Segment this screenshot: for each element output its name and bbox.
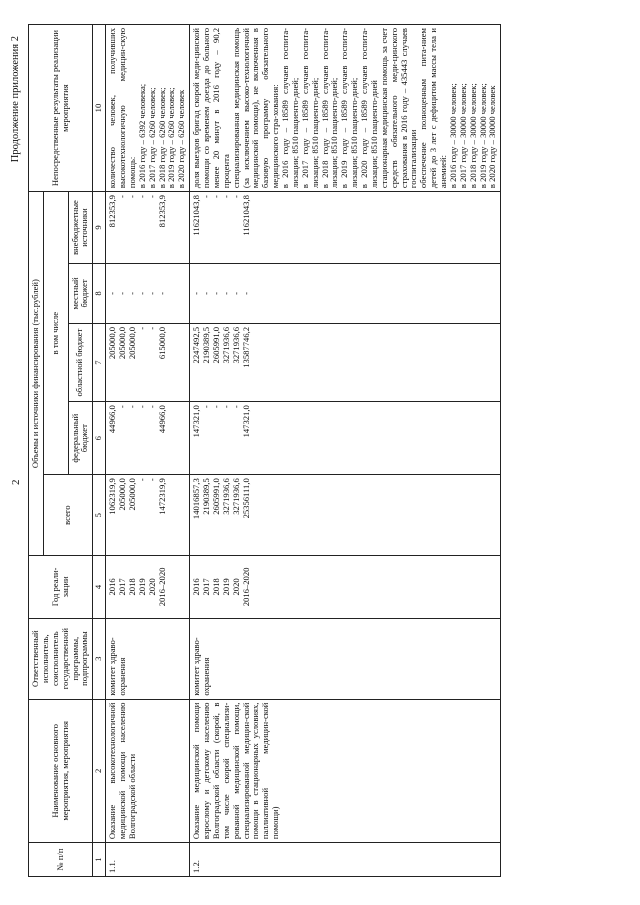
extrabudget-value: -	[230, 195, 241, 198]
federal-cell	[190, 402, 501, 475]
extrabudget-value: -	[210, 195, 221, 198]
column-number: 3	[93, 618, 106, 699]
extrabudget-value: -	[117, 195, 127, 198]
column-number: 4	[93, 556, 106, 619]
total-cell	[190, 475, 501, 556]
years-cell	[190, 556, 501, 619]
total-value: 1062319,9	[107, 478, 118, 515]
header-total: всего	[43, 475, 92, 556]
regional-value: 205000,0	[126, 326, 137, 360]
year-value: 2016–2020	[240, 567, 251, 607]
total-value: 14016857,3	[191, 478, 202, 520]
total-value: 205000,0	[126, 478, 137, 511]
table-row	[190, 25, 501, 877]
extrabudget-value: 812353,9	[107, 195, 118, 228]
result-line: доля выездов бригад скорой меди-цинской помощи со временем доезда до больного менее 20 минут в 2016 году – 90,2 процента	[191, 28, 231, 189]
header-regional: областной бюджет	[68, 323, 93, 401]
extrabudget-value: 11621043,8	[240, 195, 251, 236]
column-number: 5	[93, 475, 106, 556]
federal-value: 44966,0	[107, 405, 118, 434]
local-value: -	[240, 291, 251, 295]
local-value: -	[220, 291, 231, 295]
header-results: Непосредственные результаты реализации мероприятия	[29, 25, 93, 192]
federal-value: -	[201, 405, 211, 409]
header-local: местный бюджет	[68, 263, 93, 323]
header-executor: Ответственный исполнитель, соисполнитель государственной программы, подпрограммы	[29, 618, 93, 699]
local-value: -	[146, 291, 157, 295]
total-value: 25356111,0	[240, 478, 251, 519]
local-value: -	[136, 291, 147, 295]
total-value: 205000,0	[117, 478, 127, 511]
federal-value: 147321,0	[191, 405, 202, 438]
continuation-label: Продолжение приложения 2	[10, 36, 21, 163]
extrabudget-value: 812353,9	[156, 195, 167, 228]
result-line: в 2020 году – 6260 человек	[176, 89, 187, 189]
row-number: 1.1.	[106, 843, 190, 877]
column-number: 10	[93, 25, 106, 192]
result-line: в 2016 году – 6392 человека;	[136, 83, 147, 189]
total-value: 3271936,6	[220, 478, 231, 515]
regional-value: 2605991,0	[210, 326, 221, 364]
federal-value: -	[117, 405, 127, 409]
federal-value: -	[136, 405, 147, 409]
year-value: 2016	[191, 578, 202, 596]
total-value: 2190389,5	[201, 478, 211, 515]
extrabudget-value: -	[220, 195, 231, 198]
federal-value: 147321,0	[240, 405, 251, 438]
result-line: стационарная медицинская помощь за счет средств обязательного меди-цинского страхования в 2016 году – 435443 случаев госпитализации	[378, 28, 419, 189]
measure-name: Оказание медицинской помощи взрослому и детскому населению Волгоградской области (скорой, в том числе скорой специализи-рованной медицинской помощи, специализированной медицин-ской помощи в стационарных условиях, паллиативной медицин-ской помощи)	[190, 699, 501, 843]
total-value: -	[146, 478, 157, 482]
regional-value: 2190389,5	[201, 326, 211, 364]
year-value: 2016–2020	[156, 567, 167, 607]
column-number: 9	[93, 192, 106, 264]
local-value: -	[230, 291, 241, 295]
year-value: 2016	[107, 578, 118, 596]
column-number-row	[93, 25, 106, 877]
total-value: -	[136, 478, 147, 482]
federal-value: -	[146, 405, 157, 409]
regional-cell	[190, 323, 501, 401]
result-line: в 2017 году – 30000 человек;	[457, 83, 468, 189]
column-number: 1	[93, 843, 106, 877]
local-value: -	[156, 291, 167, 295]
year-value: 2020	[230, 578, 241, 596]
local-cell	[106, 263, 190, 323]
local-value: -	[191, 291, 202, 295]
year-value: 2018	[126, 578, 137, 596]
result-line: в 2020 году – 30000 человек	[487, 85, 498, 189]
result-line: в 2018 году – 30000 человек;	[467, 83, 478, 189]
federal-value: -	[126, 405, 137, 409]
regional-value: 205000,0	[117, 326, 127, 360]
result-line: количество человек, получивших высокотехнологичную медицин-скую помощь:	[107, 28, 137, 189]
result-line: в 2020 году – 18589 случаев госпита-лизации; 8510 пациенто-дней	[359, 28, 379, 189]
regional-value: 3271936,6	[220, 326, 231, 364]
regional-value: 2247492,5	[191, 326, 202, 364]
header-federal: федеральный бюджет	[68, 402, 93, 475]
total-value: 2605991,0	[210, 478, 221, 515]
extrabudget-value: -	[201, 195, 211, 198]
page-number: 2	[10, 479, 22, 485]
column-number: 6	[93, 402, 106, 475]
header-funding: Объемы и источники финансирования (тыс.рублей)	[29, 192, 44, 556]
header-year: Год реали-зации	[29, 556, 93, 619]
table-row	[106, 25, 190, 877]
column-number: 2	[93, 699, 106, 843]
total-cell	[106, 475, 190, 556]
measure-name: Оказание высокотехнологичной медицинской помощи населению Волгоградской области	[106, 699, 190, 843]
result-line: в 2018 году – 18589 случаев госпита-лизации; 8510 пациенто-дней;	[319, 28, 340, 189]
measure-executor: комитет здраво-охранения	[190, 618, 501, 699]
year-value: 2017	[117, 578, 127, 596]
year-value: 2019	[220, 578, 231, 596]
results-cell	[190, 25, 501, 192]
regional-cell	[106, 323, 190, 401]
header-including: в том числе	[43, 192, 68, 475]
regional-value: 13587746,2	[240, 326, 251, 368]
extrabudget-cell	[190, 192, 501, 264]
extrabudget-cell	[106, 192, 190, 264]
federal-cell	[106, 402, 190, 475]
regional-value: 205000,0	[107, 326, 118, 360]
year-value: 2018	[210, 578, 221, 596]
regional-value: 3271936,6	[230, 326, 241, 364]
year-value: 2019	[136, 578, 147, 596]
results-cell	[106, 25, 190, 192]
year-value: 2020	[146, 578, 157, 596]
result-line: в 2017 году – 18589 случаев госпита-лизации; 8510 пациенто-дней;	[299, 28, 320, 189]
total-value: 1472319,9	[156, 478, 167, 515]
extrabudget-value: -	[146, 195, 157, 198]
total-value: 3271936,6	[230, 478, 241, 515]
program-table	[28, 24, 501, 877]
local-value: -	[117, 291, 127, 295]
extrabudget-value: -	[136, 195, 147, 198]
header-num: № п/п	[29, 843, 93, 877]
result-line: в 2016 году – 30000 человек;	[447, 83, 458, 189]
regional-value: -	[136, 326, 147, 330]
result-line: в 2017 году – 6260 человек;	[146, 87, 157, 189]
local-value: -	[126, 291, 137, 295]
federal-value: -	[210, 405, 221, 409]
federal-value: -	[220, 405, 231, 409]
local-value: -	[107, 291, 118, 295]
result-line: в 2019 году – 18589 случаев госпита-лизации; 8510 пациенто-дней;	[339, 28, 360, 189]
regional-value: -	[146, 326, 157, 330]
local-cell	[190, 263, 501, 323]
years-cell	[106, 556, 190, 619]
measure-executor: комитет здраво-охранения	[106, 618, 190, 699]
extrabudget-value: -	[126, 195, 137, 198]
column-number: 7	[93, 323, 106, 401]
result-line: в 2019 году – 6260 человек;	[166, 87, 177, 189]
header-name: Наименование основного мероприятия, мероприятия	[29, 699, 93, 843]
result-line: в 2019 году – 30000 человек;	[477, 83, 488, 189]
result-line: специализированная медицинская помощь (за исключением высоко-технологичной медицинской помощи), не включенная в базовую программу обязательного медицинского стра-хования:	[230, 28, 281, 189]
header-extrabudget: внебюджетные источники	[68, 192, 93, 264]
result-line: в 2018 году – 6260 человек;	[156, 87, 167, 189]
extrabudget-value: 11621043,8	[191, 195, 202, 236]
local-value: -	[210, 291, 221, 295]
local-value: -	[201, 291, 211, 295]
column-number: 8	[93, 263, 106, 323]
year-value: 2017	[201, 578, 211, 596]
federal-value: 44966,0	[156, 405, 167, 434]
federal-value: -	[230, 405, 241, 409]
result-line: обеспечение полноценным пита-нием детей до 3 лет с дефицитом массы тела и анемией:	[418, 28, 448, 189]
row-number: 1.2.	[190, 843, 501, 877]
regional-value: 615000,0	[156, 326, 167, 360]
result-line: в 2016 году – 18589 случаев госпита-лизации; 8510 пациенто-дней;	[280, 28, 300, 189]
